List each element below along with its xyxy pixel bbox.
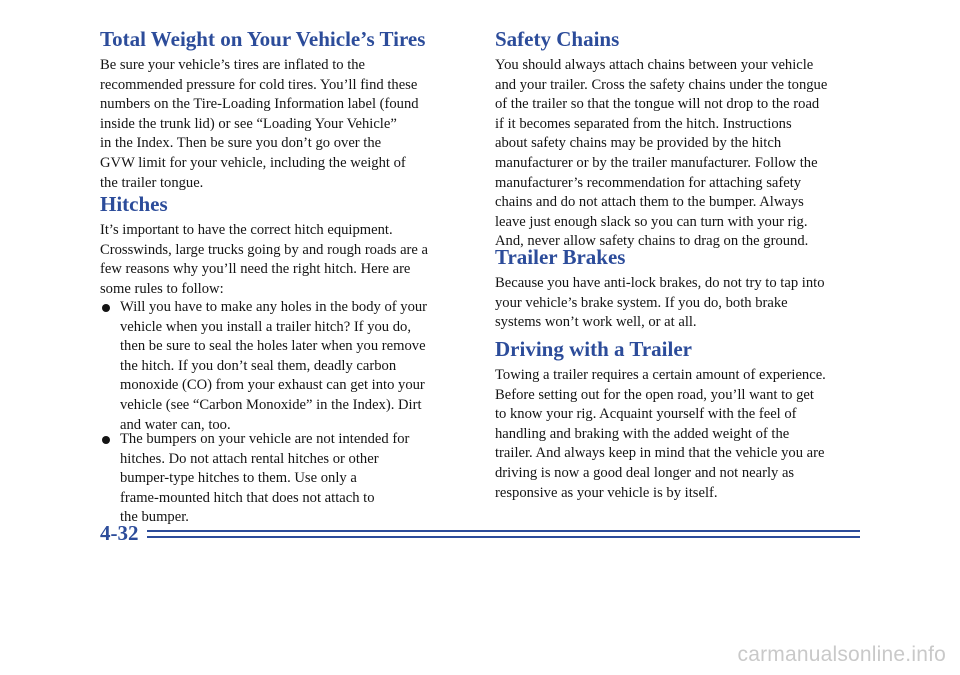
watermark-text: carmanualsonline.info — [737, 643, 946, 666]
text-line: monoxide (CO) from your exhaust can get into your — [120, 377, 425, 394]
text-line: about safety chains may be provided by the hitch — [495, 135, 782, 152]
text-line: The bumpers on your vehicle are not intended for — [120, 431, 410, 447]
text-line: trailer. And always keep in mind that the vehicle you are — [495, 445, 825, 462]
text-line: And, never allow safety chains to drag on the ground. — [495, 233, 809, 250]
bullet-icon — [102, 436, 110, 444]
footer-rule-top — [147, 530, 860, 532]
text-line: recommended pressure for cold tires. You’ll find these — [100, 76, 418, 93]
section-heading-hitches: Hitches — [100, 192, 168, 216]
text-line: few reasons why you’ll need the right hitch. Here are — [100, 261, 411, 278]
text-line: handling and braking with the added weight of the — [495, 425, 790, 442]
trailer-brakes-paragraph — [495, 274, 880, 333]
footer-rule-bottom — [147, 536, 860, 538]
text-line: of the trailer so that the tongue will not drop to the road — [495, 96, 820, 113]
text-line: your vehicle’s brake system. If you do, both brake — [495, 294, 788, 311]
text-line: systems won’t work well, or at all. — [495, 314, 697, 331]
text-line: then be sure to seal the holes later when you remove — [120, 338, 426, 355]
driving-with-trailer-paragraph — [495, 366, 880, 503]
section-heading-trailer-brakes: Trailer Brakes — [495, 245, 626, 269]
text-line: inside the trunk lid) or see “Loading Your Vehicle” — [100, 115, 397, 132]
section-heading-total-weight: Total Weight on Your Vehicle’s Tires — [100, 27, 426, 51]
text-line: to know your rig. Acquaint yourself with the feel of — [495, 406, 797, 423]
page-number: 4-32 — [100, 521, 139, 545]
total-weight-paragraph — [100, 56, 480, 193]
text-line: the hitch. If you don’t seal them, deadly carbon — [120, 357, 397, 374]
text-line: hitches. Do not attach rental hitches or other — [120, 450, 379, 467]
text-line: leave just enough slack so you can turn with your rig. — [495, 213, 808, 230]
text-line: manufacturer or by the trailer manufacturer. Follow the — [495, 154, 818, 171]
text-line: Will you have to make any holes in the body of your — [120, 299, 428, 315]
text-line: driving is now a good deal longer and not nearly as — [495, 464, 795, 481]
text-line: bumper-type hitches to them. Use only a — [120, 470, 357, 487]
text-line: in the Index. Then be sure you don’t go over the — [100, 135, 382, 152]
text-line: the trailer tongue. — [100, 174, 204, 191]
hitches-intro-paragraph — [100, 221, 480, 299]
text-line: chains and do not attach them to the bumper. Always — [495, 194, 804, 211]
text-line: GVW limit for your vehicle, including the weight of — [100, 154, 406, 171]
bullet-text — [120, 430, 465, 528]
text-line: frame-mounted hitch that does not attach to — [120, 489, 375, 506]
safety-chains-paragraph — [495, 56, 880, 252]
text-line: numbers on the Tire-Loading Information label (found — [100, 96, 419, 113]
text-line: Before setting out for the open road, you’ll want to get — [495, 386, 814, 403]
text-line: the bumper. — [120, 509, 189, 526]
bullet-text — [120, 298, 465, 435]
text-line: Crosswinds, large trucks going by and rough roads are a — [100, 241, 429, 258]
text-line: Towing a trailer requires a certain amount of experience. — [495, 367, 826, 383]
text-line: Because you have anti-lock brakes, do not try to tap into — [495, 275, 825, 291]
text-line: and water can, too. — [120, 416, 231, 433]
text-line: manufacturer’s recommendation for attaching safety — [495, 174, 802, 191]
text-line: if it becomes separated from the hitch. Instructions — [495, 115, 792, 132]
text-line: responsive as your vehicle is by itself. — [495, 484, 718, 501]
section-heading-driving-with-trailer: Driving with a Trailer — [495, 337, 692, 361]
section-heading-safety-chains: Safety Chains — [495, 27, 620, 51]
text-line: vehicle when you install a trailer hitch? If you do, — [120, 318, 411, 335]
text-line: You should always attach chains between your vehicle — [495, 57, 814, 73]
text-line: some rules to follow: — [100, 280, 224, 297]
bullet-icon — [102, 304, 110, 312]
text-line: It’s important to have the correct hitch equipment. — [100, 222, 393, 238]
text-line: Be sure your vehicle’s tires are inflated to the — [100, 57, 366, 73]
text-line: and your trailer. Cross the safety chains under the tongue — [495, 76, 828, 93]
text-line: vehicle (see “Carbon Monoxide” in the Index). Dirt — [120, 396, 422, 413]
